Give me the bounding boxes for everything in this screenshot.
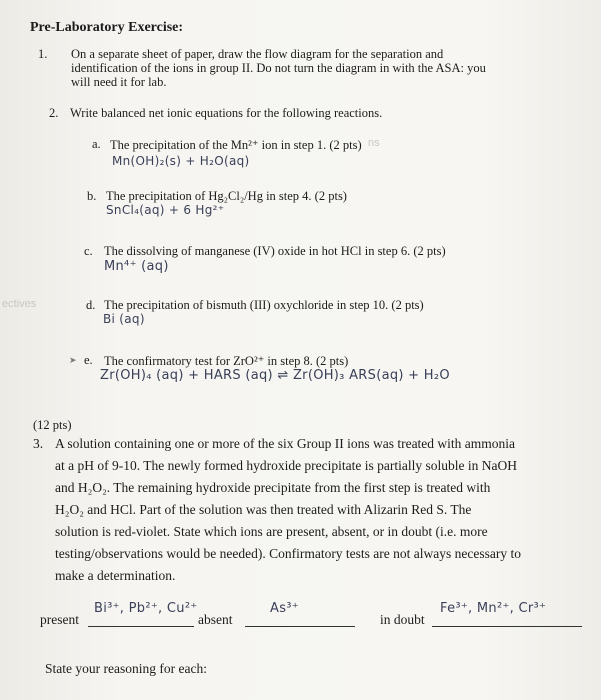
q2e-label: e. [84,353,93,367]
q2-text: Write balanced net ionic equations for the following reactions. [70,106,383,120]
q2d-label: d. [86,298,96,312]
q3-line-5: solution is red-violet. State which ions are present, absent, or in doubt (i.e. more [55,524,488,539]
q3-line-7: make a determination. [55,568,176,583]
q3-points: (12 pts) [33,418,72,432]
absent-answer: As³⁺ [270,601,299,616]
q2c-answer: Mn⁴⁺ (aq) [104,259,169,274]
q2d-ghost-text: ectives [2,298,37,310]
absent-label: absent [198,612,233,627]
q1-line-1: On a separate sheet of paper, draw the flow diagram for the separation and [71,47,444,61]
q1-number: 1. [38,47,48,61]
q2a-ghost-text: ns [368,137,380,149]
q1-line-3: will need it for lab. [71,75,167,89]
q2e-answer: Zr(OH)₄ (aq) + HARS (aq) ⇌ Zr(OH)₃ ARS(aq) + H₂O [100,368,450,383]
q2c-label: c. [84,244,93,258]
q2b-answer: SnCl₄(aq) + 6 Hg²⁺ [106,203,225,217]
reasoning-prompt: State your reasoning for each: [45,661,207,676]
in-doubt-label: in doubt [380,612,425,627]
q3-line-2: at a pH of 9-10. The newly formed hydroxide precipitate is partially soluble in NaOH [55,458,517,473]
arrow-marker-icon: ➤ [69,355,77,365]
in-doubt-blank-line [432,626,582,627]
q2-number: 2. [49,106,59,120]
page-title: Pre-Laboratory Exercise: [30,20,184,35]
q3-number: 3. [33,436,44,451]
q2b-text: The precipitation of Hg₂Cl₂/Hg in step 4. (2 pts) [106,189,347,203]
present-answer: Bi³⁺, Pb²⁺, Cu²⁺ [94,601,198,616]
q3-line-3: and H₂O₂. The remaining hydroxide precipitate from the first step is treated with [55,480,491,495]
q2a-text: The precipitation of the Mn²⁺ ion in step 1. (2 pts) [110,138,362,152]
q2d-answer: Bi (aq) [103,312,145,326]
q2e-text: The confirmatory test for ZrO²⁺ in step 8. (2 pts) [104,354,349,368]
present-blank-line [88,626,194,627]
q2a-answer: Mn(OH)₂(s) + H₂O(aq) [112,154,250,168]
absent-blank-line [245,626,355,627]
present-label: present [40,612,79,627]
q3-line-4: H₂O₂ and HCl. Part of the solution was then treated with Alizarin Red S. The [55,502,472,517]
in-doubt-answer: Fe³⁺, Mn²⁺, Cr³⁺ [440,601,547,616]
q2c-text: The dissolving of manganese (IV) oxide in hot HCl in step 6. (2 pts) [104,244,446,258]
q2d-text: The precipitation of bismuth (III) oxychloride in step 10. (2 pts) [104,298,424,312]
q3-line-1: A solution containing one or more of the six Group II ions was treated with ammonia [55,436,516,451]
q2b-label: b. [87,189,97,203]
q2a-label: a. [92,137,101,151]
q3-line-6: testing/observations would be needed). Confirmatory tests are not always necessary to [55,546,522,561]
q1-line-2: identification of the ions in group II. Do not turn the diagram in with the ASA: you [71,61,486,75]
